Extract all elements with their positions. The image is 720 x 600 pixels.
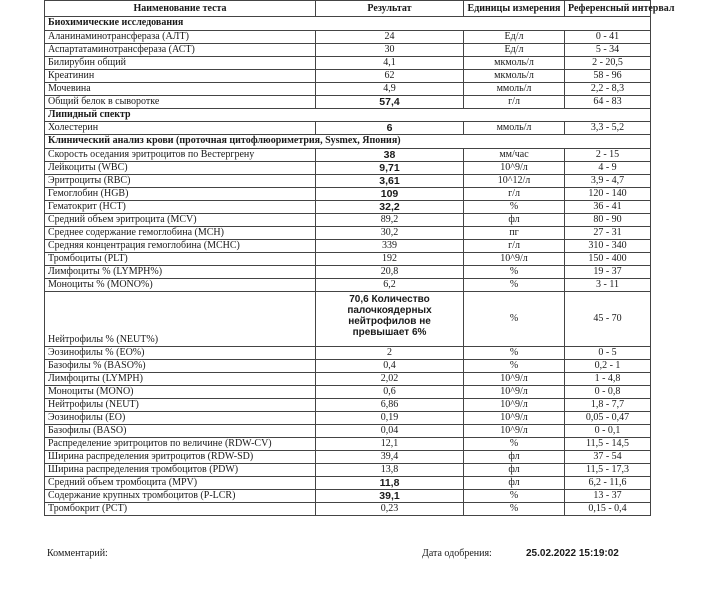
test-unit: 10^12/л	[464, 174, 565, 187]
table-row-neutrophils	[45, 291, 651, 346]
header-result: Результат	[316, 1, 464, 17]
test-name: Моноциты % (MONO%)	[45, 278, 316, 291]
test-name: Гематокрит (HCT)	[45, 200, 316, 213]
test-name: Аспартатаминотрансфераза (АСТ)	[45, 43, 316, 56]
table-row	[45, 489, 651, 502]
test-name: Нейтрофилы (NEUT)	[45, 398, 316, 411]
test-result: 39,4	[316, 450, 464, 463]
table-header-row	[45, 1, 651, 17]
test-reference: 6,2 - 11,6	[565, 476, 651, 489]
test-unit: %	[464, 200, 565, 213]
table-row	[45, 239, 651, 252]
table-row	[45, 346, 651, 359]
test-unit: %	[464, 502, 565, 515]
table-row	[45, 424, 651, 437]
header-reference: Референсный интервал	[565, 1, 651, 17]
test-unit: 10^9/л	[464, 411, 565, 424]
report-footer	[44, 548, 650, 560]
table-row	[45, 200, 651, 213]
test-result: 30,2	[316, 226, 464, 239]
test-result: 39,1	[316, 489, 464, 502]
test-result: 57,4	[316, 95, 464, 108]
test-unit: мкмоль/л	[464, 56, 565, 69]
test-unit: %	[464, 265, 565, 278]
test-reference: 19 - 37	[565, 265, 651, 278]
test-unit: ммоль/л	[464, 122, 565, 135]
table-row	[45, 69, 651, 82]
table-row	[45, 174, 651, 187]
table-body	[45, 17, 651, 516]
test-result: 32,2	[316, 200, 464, 213]
test-unit: 10^9/л	[464, 252, 565, 265]
test-unit: пг	[464, 226, 565, 239]
test-reference: 150 - 400	[565, 252, 651, 265]
test-reference: 0,05 - 0,47	[565, 411, 651, 424]
test-reference: 64 - 83	[565, 95, 651, 108]
test-reference: 3,3 - 5,2	[565, 122, 651, 135]
test-unit: ммоль/л	[464, 82, 565, 95]
test-result: 62	[316, 69, 464, 82]
test-name: Моноциты (MONO)	[45, 385, 316, 398]
test-unit: мкмоль/л	[464, 69, 565, 82]
test-name: Базофилы % (BASO%)	[45, 359, 316, 372]
test-reference: 2 - 20,5	[565, 56, 651, 69]
test-reference: 45 - 70	[565, 291, 651, 346]
test-name: Средняя концентрация гемоглобина (MCHC)	[45, 239, 316, 252]
test-result: 0,4	[316, 359, 464, 372]
test-name: Гемоглобин (HGB)	[45, 187, 316, 200]
test-name: Распределение эритроцитов по величине (RDW-CV)	[45, 437, 316, 450]
test-result: 109	[316, 187, 464, 200]
test-reference: 4 - 9	[565, 161, 651, 174]
test-name: Средний объем эритроцита (MCV)	[45, 213, 316, 226]
test-result: 38	[316, 148, 464, 161]
test-unit: 10^9/л	[464, 398, 565, 411]
test-reference: 5 - 34	[565, 43, 651, 56]
table-row	[45, 359, 651, 372]
comment-label: Комментарий:	[47, 548, 108, 559]
test-result: 6,2	[316, 278, 464, 291]
test-unit: 10^9/л	[464, 372, 565, 385]
test-reference: 2 - 15	[565, 148, 651, 161]
test-result: 12,1	[316, 437, 464, 450]
section-header-lipid	[45, 108, 651, 122]
test-result: 9,71	[316, 161, 464, 174]
test-unit: 10^9/л	[464, 424, 565, 437]
section-header-cbc	[45, 135, 651, 149]
table-row	[45, 213, 651, 226]
table-row	[45, 95, 651, 108]
test-unit: фл	[464, 476, 565, 489]
table-row	[45, 187, 651, 200]
test-name: Тромбокрит (PCT)	[45, 502, 316, 515]
test-name: Содержание крупных тромбоцитов (P-LCR)	[45, 489, 316, 502]
test-name: Ширина распределения тромбоцитов (PDW)	[45, 463, 316, 476]
test-result: 13,8	[316, 463, 464, 476]
test-unit: %	[464, 291, 565, 346]
table-row	[45, 463, 651, 476]
test-reference: 0 - 0,1	[565, 424, 651, 437]
test-unit: Ед/л	[464, 43, 565, 56]
test-unit: %	[464, 359, 565, 372]
section-header-biochem	[45, 17, 651, 31]
table-row	[45, 278, 651, 291]
approval-date-label: Дата одобрения:	[422, 548, 492, 559]
test-name: Эозинофилы (EO)	[45, 411, 316, 424]
test-reference: 0 - 5	[565, 346, 651, 359]
test-unit: фл	[464, 213, 565, 226]
table-row	[45, 437, 651, 450]
section-title: Биохимические исследования	[45, 17, 651, 31]
test-name: Средний объем тромбоцита (MPV)	[45, 476, 316, 489]
test-reference: 0,2 - 1	[565, 359, 651, 372]
test-reference: 11,5 - 14,5	[565, 437, 651, 450]
test-result: 0,6	[316, 385, 464, 398]
test-reference: 1 - 4,8	[565, 372, 651, 385]
test-unit: 10^9/л	[464, 385, 565, 398]
test-unit: г/л	[464, 239, 565, 252]
test-reference: 27 - 31	[565, 226, 651, 239]
test-name: Лейкоциты (WBC)	[45, 161, 316, 174]
test-result: 192	[316, 252, 464, 265]
table-row	[45, 398, 651, 411]
test-name: Скорость оседания эритроцитов по Вестергрену	[45, 148, 316, 161]
test-result: 30	[316, 43, 464, 56]
test-reference: 11,5 - 17,3	[565, 463, 651, 476]
test-reference: 58 - 96	[565, 69, 651, 82]
test-result: 20,8	[316, 265, 464, 278]
test-name: Среднее содержание гемоглобина (MCH)	[45, 226, 316, 239]
test-name: Мочевина	[45, 82, 316, 95]
header-test-name: Наименование теста	[45, 1, 316, 17]
table-row	[45, 148, 651, 161]
test-unit: Ед/л	[464, 30, 565, 43]
test-name: Ширина распределения эритроцитов (RDW-SD)	[45, 450, 316, 463]
test-unit: г/л	[464, 187, 565, 200]
test-reference: 120 - 140	[565, 187, 651, 200]
test-name: Базофилы (BASO)	[45, 424, 316, 437]
test-reference: 0 - 41	[565, 30, 651, 43]
test-unit: 10^9/л	[464, 161, 565, 174]
section-title: Липидный спектр	[45, 108, 651, 122]
table-row	[45, 265, 651, 278]
table-row	[45, 56, 651, 69]
test-reference: 0 - 0,8	[565, 385, 651, 398]
table-row	[45, 161, 651, 174]
test-result: 2	[316, 346, 464, 359]
test-name: Тромбоциты (PLT)	[45, 252, 316, 265]
test-name: Эозинофилы % (EO%)	[45, 346, 316, 359]
test-result: 4,1	[316, 56, 464, 69]
test-result: 339	[316, 239, 464, 252]
table-row	[45, 502, 651, 515]
test-reference: 37 - 54	[565, 450, 651, 463]
test-result: 0,04	[316, 424, 464, 437]
approval-date-value: 25.02.2022 15:19:02	[526, 548, 619, 559]
test-unit: мм/час	[464, 148, 565, 161]
test-reference: 36 - 41	[565, 200, 651, 213]
test-unit: %	[464, 489, 565, 502]
test-unit: %	[464, 278, 565, 291]
test-name: Билирубин общий	[45, 56, 316, 69]
test-reference: 13 - 37	[565, 489, 651, 502]
test-reference: 0,15 - 0,4	[565, 502, 651, 515]
test-unit: фл	[464, 450, 565, 463]
table-row	[45, 372, 651, 385]
test-name: Лимфоциты (LYMPH)	[45, 372, 316, 385]
test-reference: 3,9 - 4,7	[565, 174, 651, 187]
test-result: 2,02	[316, 372, 464, 385]
test-reference: 3 - 11	[565, 278, 651, 291]
test-result: 24	[316, 30, 464, 43]
table-row	[45, 450, 651, 463]
lab-results-table	[44, 0, 675, 516]
table-row	[45, 476, 651, 489]
test-unit: фл	[464, 463, 565, 476]
test-name: Нейтрофилы % (NEUT%)	[45, 291, 316, 346]
table-row	[45, 43, 651, 56]
test-name: Аланинаминотрансфераза (АЛТ)	[45, 30, 316, 43]
test-name: Холестерин	[45, 122, 316, 135]
test-result: 0,19	[316, 411, 464, 424]
table-row	[45, 252, 651, 265]
table-row	[45, 82, 651, 95]
test-name: Лимфоциты % (LYMPH%)	[45, 265, 316, 278]
test-reference: 310 - 340	[565, 239, 651, 252]
test-result: 4,9	[316, 82, 464, 95]
table-row	[45, 385, 651, 398]
test-name: Креатинин	[45, 69, 316, 82]
test-reference: 2,2 - 8,3	[565, 82, 651, 95]
test-result: 70,6 Количество палочкоядерных нейтрофилов не превышает 6%	[316, 291, 464, 346]
test-result: 0,23	[316, 502, 464, 515]
test-unit: %	[464, 346, 565, 359]
section-title: Клинический анализ крови (проточная цитофлюориметрия, Sysmex, Япония)	[45, 135, 651, 149]
test-name: Общий белок в сыворотке	[45, 95, 316, 108]
test-name: Эритроциты (RBC)	[45, 174, 316, 187]
test-reference: 80 - 90	[565, 213, 651, 226]
test-result: 6,86	[316, 398, 464, 411]
table-row	[45, 30, 651, 43]
table-row	[45, 122, 651, 135]
test-result: 3,61	[316, 174, 464, 187]
table-row	[45, 411, 651, 424]
test-result: 89,2	[316, 213, 464, 226]
test-reference: 1,8 - 7,7	[565, 398, 651, 411]
test-unit: %	[464, 437, 565, 450]
test-result: 11,8	[316, 476, 464, 489]
table-row	[45, 226, 651, 239]
test-unit: г/л	[464, 95, 565, 108]
header-units: Единицы измерения	[464, 1, 565, 17]
test-result: 6	[316, 122, 464, 135]
